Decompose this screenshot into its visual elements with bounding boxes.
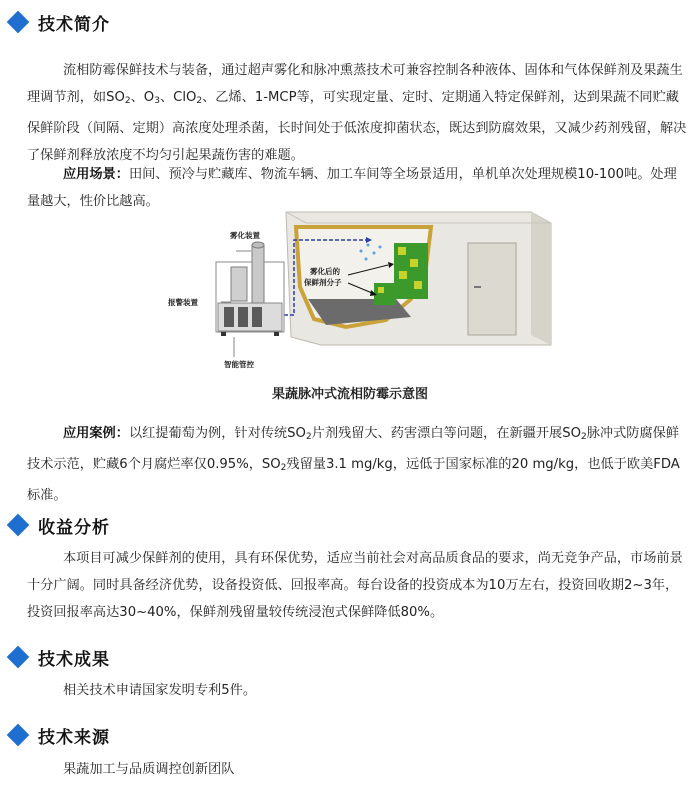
pulse-fumigation-diagram <box>168 207 556 372</box>
label-atomizer: 雾化装置 <box>230 231 260 240</box>
section-title: 收益分析 <box>38 517 110 538</box>
section-title: 技术简介 <box>38 14 110 35</box>
label-mist-line1: 雾化后的 <box>310 267 340 276</box>
diamond-bullet-icon <box>7 11 30 34</box>
section-title: 技术来源 <box>38 727 110 748</box>
label-alarm: 报警装置 <box>168 298 198 307</box>
benefit-paragraph: 本项目可减少保鲜剂的使用，具有环保优势，适应当前社会对高品质食品的要求，尚无竞争产品，市场前景十分广阔。同时具备经济优势，设备投资低、回报率高。每台设备的投资成本为10万左右，投资回收期2~3年，投资回报率高达30~40%，保鲜剂残留量较传统浸泡式保鲜降低80%。 <box>27 551 683 620</box>
scene-label: 应用场景： <box>63 167 129 182</box>
result-paragraph: 相关技术申请国家发明专利5件。 <box>63 683 257 698</box>
section-header-source <box>4 720 110 750</box>
section-header-result <box>4 642 110 672</box>
section-header-intro <box>4 7 110 37</box>
intro-paragraph: 流相防霉保鲜技术与装备，通过超声雾化和脉冲熏蒸技术可兼容控制各种液体、固体和气体保鲜剂及果蔬生理调节剂，如$SO_2$、$O_3$、ClO$_2$、乙烯、1-MCP等，可实现定量、定时、定期通入特定保鲜剂，达到果蔬不同贮藏保鲜阶段（间隔、定期）高浓度处理杀菌，长时间处于低浓度抑菌状态，既达到防腐效果，又减少药剂残留，解决了保鲜剂释放浓度不均匀引起果蔬伤害的难题。 <box>27 63 687 163</box>
diamond-bullet-icon <box>7 514 30 537</box>
scene-paragraph: 应用场景：田间、预冷与贮藏库、物流车辆、加工车间等全场景适用，单机单次处理规模10-100吨。处理量越大，性价比越高。 <box>27 167 677 209</box>
diamond-bullet-icon <box>7 646 30 669</box>
section-title: 技术成果 <box>38 649 110 670</box>
case-label: 应用案例： <box>63 426 129 441</box>
diamond-bullet-icon <box>7 724 30 747</box>
source-paragraph: 果蔬加工与品质调控创新团队 <box>63 762 235 777</box>
label-control: 智能管控 <box>224 360 254 369</box>
label-mist-line2: 保鲜剂分子 <box>304 278 342 287</box>
section-header-benefit <box>4 510 110 540</box>
figure-caption: 果蔬脉冲式流相防霉示意图 <box>271 387 428 402</box>
case-paragraph: 应用案例：以红提葡萄为例，针对传统$SO_2$片剂残留大、药害漂白等问题，在新疆开展$SO_2$脉冲式防腐保鲜技术示范，贮藏6个月腐烂率仅0.95%，$SO_2$残留量3.1 mg/kg，远低于国家标准的20 mg/kg，也低于欧美FDA标准。 <box>27 426 680 503</box>
